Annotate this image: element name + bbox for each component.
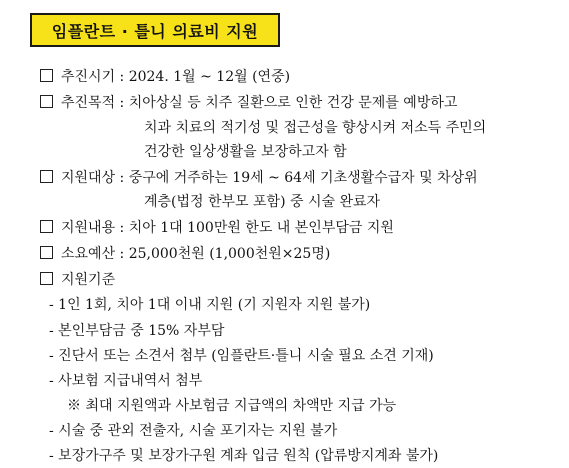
purpose-text-3: 건강한 일상생활을 보장하고자 함 <box>144 144 347 160</box>
criteria-note: ※ 최대 지원액과 사보험금 지급액의 차액만 지급 가능 <box>67 398 397 414</box>
budget-text: 소요예산 : 25,000천원 (1,000천원×25명) <box>61 246 331 262</box>
target-text-2: 계층(법정 한부모 포함) 중 시술 완료자 <box>144 194 381 210</box>
criteria-item: - 시술 중 관외 전출자, 시술 포기자는 지원 불가 <box>49 423 338 439</box>
content-row <box>40 218 394 238</box>
budget-row <box>40 244 330 264</box>
criteria-item: - 사보험 지급내역서 첨부 <box>49 373 203 389</box>
checkbox-square-icon <box>40 272 53 285</box>
checkbox-square-icon <box>40 246 53 259</box>
criteria-heading: 지원기준 <box>61 272 116 288</box>
criteria-item: - 보장가구주 및 보장가구원 계좌 입금 원칙 (압류방지계좌 불가) <box>49 448 439 464</box>
target-text-1: 지원대상 : 중구에 거주하는 19세 ~ 64세 기초생활수급자 및 차상위 <box>61 170 478 186</box>
checkbox-square-icon <box>40 170 53 183</box>
checkbox-square-icon <box>40 69 53 82</box>
criteria-item: - 진단서 또는 소견서 첨부 (임플란트·틀니 시술 필요 소견 기재) <box>49 348 434 364</box>
purpose-text-2: 치과 치료의 적기성 및 접근성을 향상시켜 저소득 주민의 <box>144 120 487 136</box>
target-row <box>40 168 478 188</box>
content-text: 지원내용 : 치아 1대 100만원 한도 내 본인부담금 지원 <box>61 220 394 236</box>
purpose-text-1: 추진목적 : 치아상실 등 치주 질환으로 인한 건강 문제를 예방하고 <box>61 95 458 111</box>
checkbox-square-icon <box>40 95 53 108</box>
criteria-item: - 본인부담금 중 15% 자부담 <box>49 323 225 339</box>
page-title: 임플란트 · 틀니 의료비 지원 <box>30 13 280 47</box>
criteria-heading-row <box>40 270 115 290</box>
purpose-row <box>40 93 457 113</box>
period-row <box>40 67 290 87</box>
period-text: 추진시기 : 2024. 1월 ~ 12월 (연중) <box>61 69 291 85</box>
criteria-item: - 1인 1회, 치아 1대 이내 지원 (기 지원자 지원 불가) <box>49 297 371 313</box>
checkbox-square-icon <box>40 220 53 233</box>
